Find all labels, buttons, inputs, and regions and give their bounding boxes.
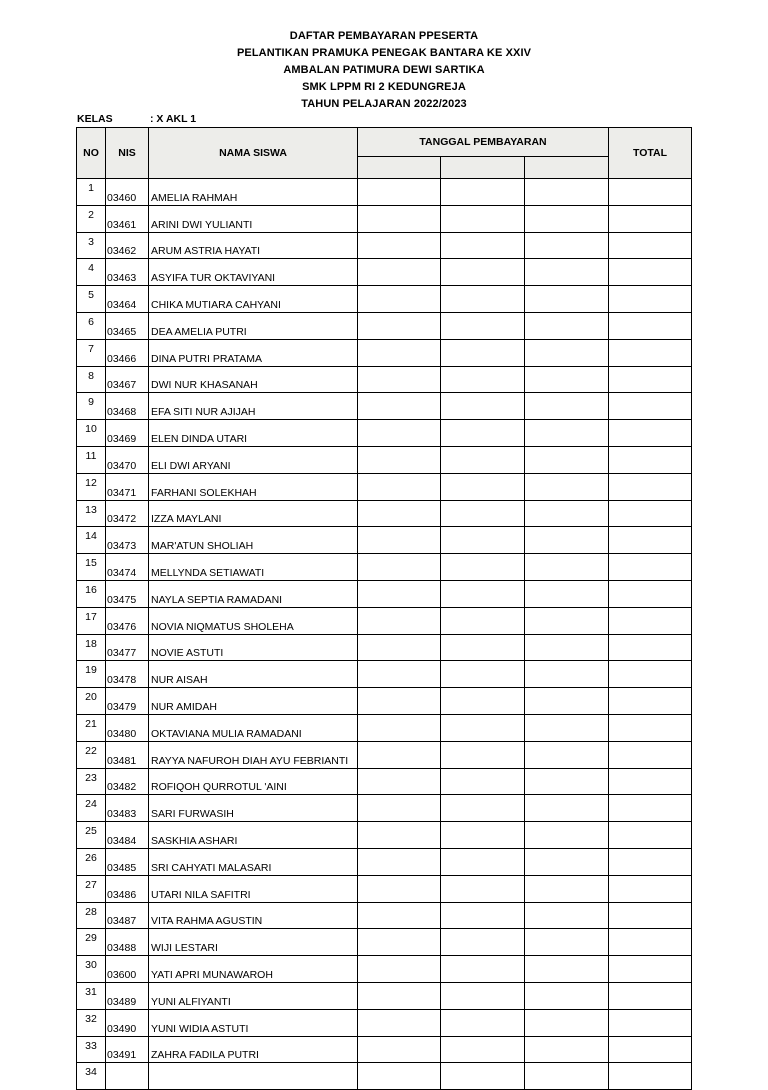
cell-total xyxy=(609,848,692,875)
cell-payment-1 xyxy=(358,875,441,902)
cell-total xyxy=(609,259,692,286)
cell-payment-3 xyxy=(525,929,609,956)
table-row xyxy=(77,312,692,339)
cell-no: 21 xyxy=(77,714,106,741)
table-row xyxy=(77,259,692,286)
cell-payment-1 xyxy=(358,982,441,1009)
payment-table xyxy=(76,127,692,1090)
kelas-value: : X AKL 1 xyxy=(150,113,197,125)
cell-payment-2 xyxy=(441,1036,525,1063)
cell-payment-1 xyxy=(358,527,441,554)
cell-payment-3 xyxy=(525,446,609,473)
cell-total xyxy=(609,956,692,983)
cell-no: 2 xyxy=(77,205,106,232)
cell-no: 16 xyxy=(77,580,106,607)
cell-payment-3 xyxy=(525,205,609,232)
cell-payment-3 xyxy=(525,366,609,393)
table-header xyxy=(77,128,692,179)
cell-payment-2 xyxy=(441,580,525,607)
cell-nis: 03491 xyxy=(106,1036,149,1063)
cell-payment-2 xyxy=(441,822,525,849)
cell-payment-3 xyxy=(525,527,609,554)
cell-payment-2 xyxy=(441,393,525,420)
cell-payment-2 xyxy=(441,1063,525,1090)
table-row xyxy=(77,500,692,527)
header-tanggal-sub-2 xyxy=(441,157,525,179)
cell-payment-2 xyxy=(441,179,525,206)
cell-payment-3 xyxy=(525,232,609,259)
header-total: TOTAL xyxy=(609,128,692,179)
cell-total xyxy=(609,580,692,607)
cell-nama-siswa: YUNI ALFIYANTI xyxy=(149,982,358,1009)
cell-nama-siswa: YUNI WIDIA ASTUTI xyxy=(149,1009,358,1036)
cell-nama-siswa: FARHANI SOLEKHAH xyxy=(149,473,358,500)
cell-payment-1 xyxy=(358,902,441,929)
cell-nama-siswa: EFA SITI NUR AJIJAH xyxy=(149,393,358,420)
cell-nis: 03490 xyxy=(106,1009,149,1036)
table-row xyxy=(77,822,692,849)
cell-payment-3 xyxy=(525,179,609,206)
cell-nis: 03483 xyxy=(106,795,149,822)
cell-payment-2 xyxy=(441,902,525,929)
cell-nama-siswa: MAR'ATUN SHOLIAH xyxy=(149,527,358,554)
cell-total xyxy=(609,1009,692,1036)
table-row xyxy=(77,554,692,581)
cell-total xyxy=(609,634,692,661)
cell-payment-2 xyxy=(441,875,525,902)
cell-nama-siswa: ARUM ASTRIA HAYATI xyxy=(149,232,358,259)
cell-total xyxy=(609,179,692,206)
cell-payment-3 xyxy=(525,902,609,929)
table-row xyxy=(77,446,692,473)
cell-payment-2 xyxy=(441,982,525,1009)
cell-total xyxy=(609,1063,692,1090)
table-row xyxy=(77,956,692,983)
cell-payment-1 xyxy=(358,205,441,232)
cell-payment-2 xyxy=(441,205,525,232)
cell-payment-3 xyxy=(525,286,609,313)
table-row xyxy=(77,688,692,715)
cell-no: 12 xyxy=(77,473,106,500)
cell-no: 9 xyxy=(77,393,106,420)
table-row xyxy=(77,1063,692,1090)
cell-nama-siswa: VITA RAHMA AGUSTIN xyxy=(149,902,358,929)
cell-payment-2 xyxy=(441,634,525,661)
cell-no: 17 xyxy=(77,607,106,634)
cell-payment-3 xyxy=(525,312,609,339)
table-row xyxy=(77,768,692,795)
cell-nis: 03478 xyxy=(106,661,149,688)
cell-no: 23 xyxy=(77,768,106,795)
cell-total xyxy=(609,688,692,715)
cell-nama-siswa: AMELIA RAHMAH xyxy=(149,179,358,206)
cell-no: 7 xyxy=(77,339,106,366)
cell-nama-siswa: DEA AMELIA PUTRI xyxy=(149,312,358,339)
cell-payment-3 xyxy=(525,795,609,822)
cell-payment-2 xyxy=(441,366,525,393)
cell-nama-siswa: ZAHRA FADILA PUTRI xyxy=(149,1036,358,1063)
cell-payment-2 xyxy=(441,768,525,795)
table-row xyxy=(77,875,692,902)
cell-payment-2 xyxy=(441,956,525,983)
table-row xyxy=(77,929,692,956)
cell-no: 10 xyxy=(77,420,106,447)
cell-payment-3 xyxy=(525,661,609,688)
table-row xyxy=(77,339,692,366)
cell-nis: 03489 xyxy=(106,982,149,1009)
title-line: TAHUN PELAJARAN 2022/2023 xyxy=(301,98,467,110)
cell-nama-siswa: DWI NUR KHASANAH xyxy=(149,366,358,393)
cell-nis: 03469 xyxy=(106,420,149,447)
header-tanggal-sub-3 xyxy=(525,157,609,179)
cell-payment-1 xyxy=(358,312,441,339)
cell-nis: 03464 xyxy=(106,286,149,313)
cell-nis: 03480 xyxy=(106,714,149,741)
cell-payment-3 xyxy=(525,822,609,849)
table-row xyxy=(77,795,692,822)
cell-total xyxy=(609,768,692,795)
cell-payment-1 xyxy=(358,768,441,795)
cell-payment-1 xyxy=(358,366,441,393)
header-no: NO xyxy=(77,128,106,179)
cell-nis: 03485 xyxy=(106,848,149,875)
cell-payment-2 xyxy=(441,848,525,875)
cell-no: 4 xyxy=(77,259,106,286)
cell-total xyxy=(609,366,692,393)
cell-payment-1 xyxy=(358,554,441,581)
cell-payment-2 xyxy=(441,688,525,715)
cell-payment-1 xyxy=(358,1036,441,1063)
cell-total xyxy=(609,446,692,473)
cell-payment-2 xyxy=(441,500,525,527)
cell-nama-siswa: DINA PUTRI PRATAMA xyxy=(149,339,358,366)
cell-total xyxy=(609,929,692,956)
cell-nis: 03471 xyxy=(106,473,149,500)
cell-payment-3 xyxy=(525,339,609,366)
cell-nis: 03460 xyxy=(106,179,149,206)
cell-payment-2 xyxy=(441,259,525,286)
cell-payment-1 xyxy=(358,822,441,849)
cell-payment-1 xyxy=(358,848,441,875)
cell-nama-siswa: RAYYA NAFUROH DIAH AYU FEBRIANTI xyxy=(149,741,358,768)
cell-nis: 03472 xyxy=(106,500,149,527)
cell-total xyxy=(609,822,692,849)
cell-payment-3 xyxy=(525,714,609,741)
cell-nis: 03474 xyxy=(106,554,149,581)
cell-payment-2 xyxy=(441,232,525,259)
cell-no: 20 xyxy=(77,688,106,715)
table-row xyxy=(77,848,692,875)
cell-total xyxy=(609,1036,692,1063)
cell-nis: 03600 xyxy=(106,956,149,983)
table-row xyxy=(77,393,692,420)
cell-payment-1 xyxy=(358,688,441,715)
table-row xyxy=(77,286,692,313)
cell-total xyxy=(609,527,692,554)
cell-payment-3 xyxy=(525,634,609,661)
cell-payment-3 xyxy=(525,875,609,902)
cell-payment-3 xyxy=(525,956,609,983)
cell-no: 33 xyxy=(77,1036,106,1063)
cell-nama-siswa: YATI APRI MUNAWAROH xyxy=(149,956,358,983)
cell-payment-2 xyxy=(441,286,525,313)
cell-payment-3 xyxy=(525,688,609,715)
table-row xyxy=(77,741,692,768)
cell-nama-siswa: CHIKA MUTIARA CAHYANI xyxy=(149,286,358,313)
cell-payment-3 xyxy=(525,607,609,634)
cell-nis: 03473 xyxy=(106,527,149,554)
cell-nama-siswa: ASYIFA TUR OKTAVIYANI xyxy=(149,259,358,286)
cell-payment-1 xyxy=(358,446,441,473)
cell-total xyxy=(609,902,692,929)
cell-no: 27 xyxy=(77,875,106,902)
cell-no: 13 xyxy=(77,500,106,527)
cell-payment-3 xyxy=(525,420,609,447)
cell-total xyxy=(609,795,692,822)
header-nis: NIS xyxy=(106,128,149,179)
cell-payment-2 xyxy=(441,741,525,768)
cell-payment-1 xyxy=(358,1063,441,1090)
cell-nama-siswa: ROFIQOH QURROTUL 'AINI xyxy=(149,768,358,795)
cell-nama-siswa: NUR AISAH xyxy=(149,661,358,688)
cell-nis: 03470 xyxy=(106,446,149,473)
cell-nis: 03477 xyxy=(106,634,149,661)
cell-total xyxy=(609,286,692,313)
cell-total xyxy=(609,741,692,768)
table-row xyxy=(77,607,692,634)
cell-nis: 03475 xyxy=(106,580,149,607)
cell-payment-2 xyxy=(441,714,525,741)
cell-total xyxy=(609,714,692,741)
table-row xyxy=(77,527,692,554)
cell-nis: 03468 xyxy=(106,393,149,420)
cell-payment-1 xyxy=(358,393,441,420)
cell-nama-siswa: SRI CAHYATI MALASARI xyxy=(149,848,358,875)
cell-total xyxy=(609,473,692,500)
cell-total xyxy=(609,312,692,339)
table-row xyxy=(77,1009,692,1036)
cell-payment-3 xyxy=(525,741,609,768)
cell-total xyxy=(609,875,692,902)
cell-payment-2 xyxy=(441,1009,525,1036)
cell-nis: 03486 xyxy=(106,875,149,902)
cell-nis: 03461 xyxy=(106,205,149,232)
table-row xyxy=(77,473,692,500)
cell-payment-1 xyxy=(358,607,441,634)
cell-no: 15 xyxy=(77,554,106,581)
title-line: DAFTAR PEMBAYARAN PPESERTA xyxy=(289,30,479,42)
cell-payment-1 xyxy=(358,179,441,206)
cell-payment-2 xyxy=(441,929,525,956)
cell-nis: 03463 xyxy=(106,259,149,286)
title-line: SMK LPPM RI 2 KEDUNGREJA xyxy=(302,81,466,93)
cell-no: 24 xyxy=(77,795,106,822)
cell-payment-3 xyxy=(525,259,609,286)
table-row xyxy=(77,634,692,661)
cell-no: 28 xyxy=(77,902,106,929)
cell-no: 31 xyxy=(77,982,106,1009)
cell-no: 8 xyxy=(77,366,106,393)
table-body xyxy=(77,179,692,1090)
cell-payment-2 xyxy=(441,607,525,634)
cell-nama-siswa: NOVIE ASTUTI xyxy=(149,634,358,661)
cell-nis: 03466 xyxy=(106,339,149,366)
cell-nis: 03484 xyxy=(106,822,149,849)
cell-no: 30 xyxy=(77,956,106,983)
cell-payment-3 xyxy=(525,848,609,875)
cell-no: 6 xyxy=(77,312,106,339)
cell-no: 11 xyxy=(77,446,106,473)
cell-no: 29 xyxy=(77,929,106,956)
cell-payment-3 xyxy=(525,580,609,607)
cell-payment-3 xyxy=(525,1036,609,1063)
cell-no: 18 xyxy=(77,634,106,661)
cell-payment-3 xyxy=(525,768,609,795)
cell-no: 26 xyxy=(77,848,106,875)
cell-nama-siswa: ARINI DWI YULIANTI xyxy=(149,205,358,232)
table-row xyxy=(77,902,692,929)
cell-payment-1 xyxy=(358,286,441,313)
cell-no: 5 xyxy=(77,286,106,313)
cell-nis: 03482 xyxy=(106,768,149,795)
cell-payment-1 xyxy=(358,634,441,661)
cell-payment-1 xyxy=(358,232,441,259)
cell-total xyxy=(609,232,692,259)
cell-payment-3 xyxy=(525,473,609,500)
cell-nis: 03476 xyxy=(106,607,149,634)
cell-payment-1 xyxy=(358,956,441,983)
table-row xyxy=(77,661,692,688)
cell-total xyxy=(609,661,692,688)
table-row xyxy=(77,232,692,259)
title-line: PELANTIKAN PRAMUKA PENEGAK BANTARA KE XXIV xyxy=(236,47,532,59)
header-tanggal-sub-1 xyxy=(358,157,441,179)
cell-no: 19 xyxy=(77,661,106,688)
cell-payment-1 xyxy=(358,473,441,500)
cell-nis: 03479 xyxy=(106,688,149,715)
cell-payment-2 xyxy=(441,339,525,366)
cell-nama-siswa xyxy=(149,1063,358,1090)
cell-nama-siswa: NAYLA SEPTIA RAMADANI xyxy=(149,580,358,607)
cell-total xyxy=(609,339,692,366)
cell-total xyxy=(609,982,692,1009)
cell-nis xyxy=(106,1063,149,1090)
cell-no: 1 xyxy=(77,179,106,206)
table-row xyxy=(77,179,692,206)
table-row xyxy=(77,580,692,607)
header-tanggal-pembayaran: TANGGAL PEMBAYARAN xyxy=(358,128,609,157)
cell-payment-2 xyxy=(441,527,525,554)
cell-no: 34 xyxy=(77,1063,106,1090)
cell-payment-2 xyxy=(441,446,525,473)
cell-nama-siswa: SASKHIA ASHARI xyxy=(149,822,358,849)
cell-nama-siswa: IZZA MAYLANI xyxy=(149,500,358,527)
cell-payment-3 xyxy=(525,982,609,1009)
cell-nama-siswa: SARI FURWASIH xyxy=(149,795,358,822)
cell-nama-siswa: MELLYNDA SETIAWATI xyxy=(149,554,358,581)
cell-payment-1 xyxy=(358,339,441,366)
cell-total xyxy=(609,554,692,581)
header-nama-siswa: NAMA SISWA xyxy=(149,128,358,179)
table-row xyxy=(77,982,692,1009)
cell-payment-3 xyxy=(525,1063,609,1090)
cell-nis: 03467 xyxy=(106,366,149,393)
cell-nis: 03488 xyxy=(106,929,149,956)
cell-payment-1 xyxy=(358,1009,441,1036)
title-line: AMBALAN PATIMURA DEWI SARTIKA xyxy=(283,64,485,76)
table-row xyxy=(77,420,692,447)
cell-payment-3 xyxy=(525,500,609,527)
cell-payment-1 xyxy=(358,259,441,286)
cell-payment-2 xyxy=(441,312,525,339)
cell-payment-2 xyxy=(441,420,525,447)
table-row xyxy=(77,205,692,232)
cell-payment-1 xyxy=(358,714,441,741)
cell-payment-1 xyxy=(358,661,441,688)
cell-nis: 03481 xyxy=(106,741,149,768)
cell-payment-2 xyxy=(441,473,525,500)
cell-total xyxy=(609,500,692,527)
cell-nama-siswa: UTARI NILA SAFITRI xyxy=(149,875,358,902)
cell-no: 25 xyxy=(77,822,106,849)
kelas-label: KELAS xyxy=(77,113,113,125)
cell-nama-siswa: NOVIA NIQMATUS SHOLEHA xyxy=(149,607,358,634)
cell-no: 32 xyxy=(77,1009,106,1036)
cell-payment-1 xyxy=(358,500,441,527)
table-row xyxy=(77,714,692,741)
cell-payment-2 xyxy=(441,795,525,822)
cell-total xyxy=(609,205,692,232)
cell-payment-2 xyxy=(441,661,525,688)
cell-payment-3 xyxy=(525,1009,609,1036)
cell-nama-siswa: ELI DWI ARYANI xyxy=(149,446,358,473)
cell-total xyxy=(609,420,692,447)
cell-payment-1 xyxy=(358,420,441,447)
cell-nama-siswa: NUR AMIDAH xyxy=(149,688,358,715)
cell-payment-1 xyxy=(358,929,441,956)
cell-no: 22 xyxy=(77,741,106,768)
cell-total xyxy=(609,607,692,634)
cell-nis: 03487 xyxy=(106,902,149,929)
cell-nis: 03465 xyxy=(106,312,149,339)
kelas-line xyxy=(77,113,197,125)
cell-payment-1 xyxy=(358,795,441,822)
cell-payment-1 xyxy=(358,580,441,607)
cell-no: 14 xyxy=(77,527,106,554)
cell-nama-siswa: ELEN DINDA UTARI xyxy=(149,420,358,447)
table-row xyxy=(77,1036,692,1063)
cell-total xyxy=(609,393,692,420)
cell-payment-1 xyxy=(358,741,441,768)
cell-nis: 03462 xyxy=(106,232,149,259)
table-row xyxy=(77,366,692,393)
cell-payment-3 xyxy=(525,554,609,581)
cell-no: 3 xyxy=(77,232,106,259)
cell-nama-siswa: OKTAVIANA MULIA RAMADANI xyxy=(149,714,358,741)
cell-payment-3 xyxy=(525,393,609,420)
cell-nama-siswa: WIJI LESTARI xyxy=(149,929,358,956)
document-title-block xyxy=(0,28,768,113)
cell-payment-2 xyxy=(441,554,525,581)
